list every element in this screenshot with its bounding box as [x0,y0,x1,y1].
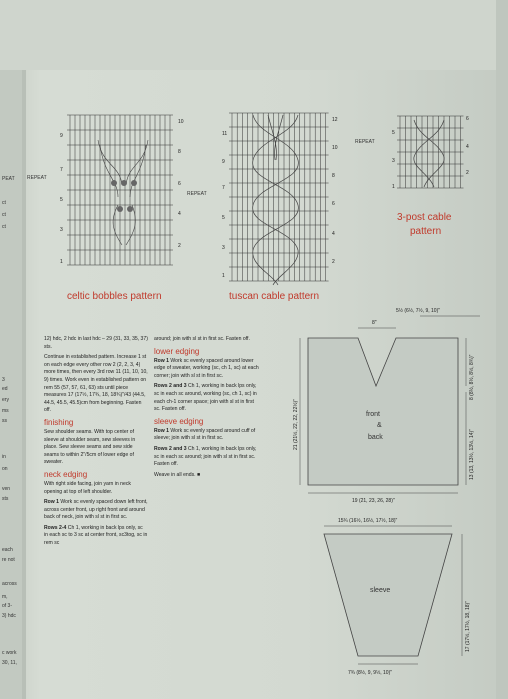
post-row-number: 3 [392,158,395,164]
row-label: Row 1 [44,499,60,506]
row-text: Ch 1, working in back lps only, sc in each sc around; join with sl st in first sc. Fasten off. [154,445,257,468]
tuscan-row-number: 12 [332,117,338,123]
post-row-number: 6 [466,116,469,122]
finishing-heading: finishing [44,417,74,427]
margin-fragment: on [2,466,8,472]
celtic-row-number: 3 [60,227,63,233]
margin-fragment: sts [2,496,9,502]
page-right-edge [496,0,508,699]
post-row-number: 1 [392,184,395,190]
row-label: Row 1 [154,357,170,364]
margin-fragment: of 3- [2,603,13,609]
margin-fragment: ct [2,212,6,218]
post-row-number: 5 [392,130,395,136]
tuscan-row-number: 6 [332,201,335,207]
tuscan-repeat-label: REPEAT [187,191,207,197]
shoulder-width-dim: 5½ (6½, 7½, 9, 10)" [396,308,441,314]
tuscan-row-number: 7 [222,185,225,191]
sleeve-top-dim: 15¾ (16½, 16½, 17½, 18)" [338,518,398,524]
front-label: front [366,411,381,418]
margin-fragment: m, [2,594,8,600]
sleeve-edging-heading: sleeve edging [154,416,204,426]
post-row-number: 4 [466,144,469,150]
tuscan-row-number: 5 [222,215,225,221]
row-label: Rows 2 and 3 [154,445,187,452]
instructions-paragraph: around; join with sl st in first sc. Fasten off. [154,336,250,342]
celtic-row-number: 9 [60,133,63,139]
row-text: Ch 1, working in back lps only, sc in each sc around, working (sc, ch 1, sc) in each ch-1 corner space; join with sl st in first sc. Fasten off. [154,383,257,413]
margin-fragment: ct [2,200,6,206]
celtic-row-number: 2 [178,243,181,249]
margin-fragment: in [2,454,6,460]
margin-fragment: ms [2,408,9,414]
row-label: Rows 2-4 [44,524,67,531]
margin-fragment: re not [2,557,15,563]
tuscan-chart-title: tuscan cable pattern [229,291,320,302]
celtic-row-number: 5 [60,197,63,203]
row-label: Row 1 [154,427,170,434]
sleeve-piece [324,534,452,656]
tuscan-row-number: 3 [222,245,225,251]
neck-width-dim: 8" [372,320,377,326]
margin-fragment: 30, 11, [2,660,17,666]
celtic-row-number: 4 [178,211,181,217]
post-repeat-label: REPEAT [355,139,375,145]
garment-schematic [280,300,496,695]
lower-edging-heading: lower edging [154,346,200,356]
row-text: Work sc evenly spaced down left front, across center front, up right front and around back of neck, join with sl st in first sc. [44,499,148,521]
front-back-piece [308,338,458,485]
celtic-row-number: 1 [60,259,63,265]
ampersand-label: & [377,422,382,429]
margin-fragment: ct [2,224,6,230]
tuscan-cable-chart [218,105,348,290]
tuscan-row-number: 8 [332,173,335,179]
sleeve-bottom-dim: 7¾ (8½, 9, 9½, 10)" [348,670,393,676]
margin-fragment: ed [2,386,8,392]
celtic-repeat-label: REPEAT [27,175,47,181]
celtic-row-number: 7 [60,167,63,173]
instructions-paragraph: Weave in all ends. ■ [154,471,201,478]
back-label: back [368,434,383,441]
tuscan-row-number: 1 [222,273,225,279]
row-text: Ch 1, working in back lps only, sc in each sc to 3 sc at center front, sc3tog, sc in rem sc [44,524,148,547]
margin-fragment: 3) hdc [2,613,16,619]
tuscan-row-number: 11 [222,131,228,137]
margin-fragment: ery [2,397,9,403]
post-chart-title-line2: pattern [410,226,442,237]
margin-fragment: ven [2,486,11,492]
celtic-row-number: 8 [178,149,181,155]
celtic-bobbles-chart [40,105,200,290]
instructions-paragraph: 12) hdc, 2 hdc in last hdc – 29 (31, 33, 35, 37) sts. [44,336,148,350]
width-dim: 19 (21, 23, 26, 28)" [352,498,395,504]
instructions-paragraph: Continue in established pattern. Increase 1 st on each edge every other row 2 (2, 2, 3, 4) more times, then every 3rd row 11 (11, 10, 10, 9) times. Work even in established pattern on rem 55 (57, 57, 61, 63) sts until piece measures 17 (17½, 17¾, 18, 18¾)"/43 (44.5, 44.5, 45.5, 45.5)cm from beginning. Fasten off. [44,354,148,414]
tuscan-row-number: 10 [332,145,338,151]
row-label: Rows 2 and 3 [154,383,187,390]
celtic-row-number: 10 [178,119,184,125]
instructions-paragraph: With right side facing, join yarn in neck opening at top of left shoulder. [44,480,131,495]
instructions-column-2 [154,336,260,482]
sleeve-length-dim: 17 (17½, 17½, 18, 18)" [465,601,471,652]
row-text: Work sc evenly spaced around cuff of sleeve; join with sl st in first sc. [154,427,256,442]
margin-fragment: c work [2,650,17,656]
length-dim: 21 (21½, 22, 22, 22½)" [293,399,299,450]
margin-fragment: each [2,547,13,553]
celtic-row-number: 6 [178,181,181,187]
margin-fragment: PEAT [2,176,15,182]
margin-fragment: 3 [2,377,5,383]
neck-depth-dim: 8 (8½, 8½, 8½, 8¾)" [469,354,475,400]
page-gutter [22,70,26,699]
celtic-chart-title: celtic bobbles pattern [67,291,162,302]
post-chart-title-line1: 3-post cable [397,212,452,223]
margin-fragment: across [2,581,17,587]
row-text: Work sc evenly spaced around lower edge of sweater, working (sc, ch 1, sc) at each corner; join with sl st in first sc. [154,357,259,379]
sleeve-label: sleeve [370,587,391,594]
tuscan-row-number: 9 [222,159,225,165]
instructions-paragraph: Sew shoulder seams. With top center of sleeve at shoulder seam, sew sleeves in place. Sew sleeve seams and sew side seams to within 2"/5cm of lower edge of sweater. [44,428,136,466]
tuscan-row-number: 2 [332,259,335,265]
page-top-margin [0,0,508,70]
armhole-dim: 13 (13, 13½, 13½, 14)" [469,429,475,480]
margin-fragment: ss [2,418,7,424]
three-post-cable-chart [384,112,474,197]
instructions-column-1 [44,336,148,551]
post-row-number: 2 [466,170,469,176]
neck-edging-heading: neck edging [44,469,88,479]
tuscan-row-number: 4 [332,231,335,237]
